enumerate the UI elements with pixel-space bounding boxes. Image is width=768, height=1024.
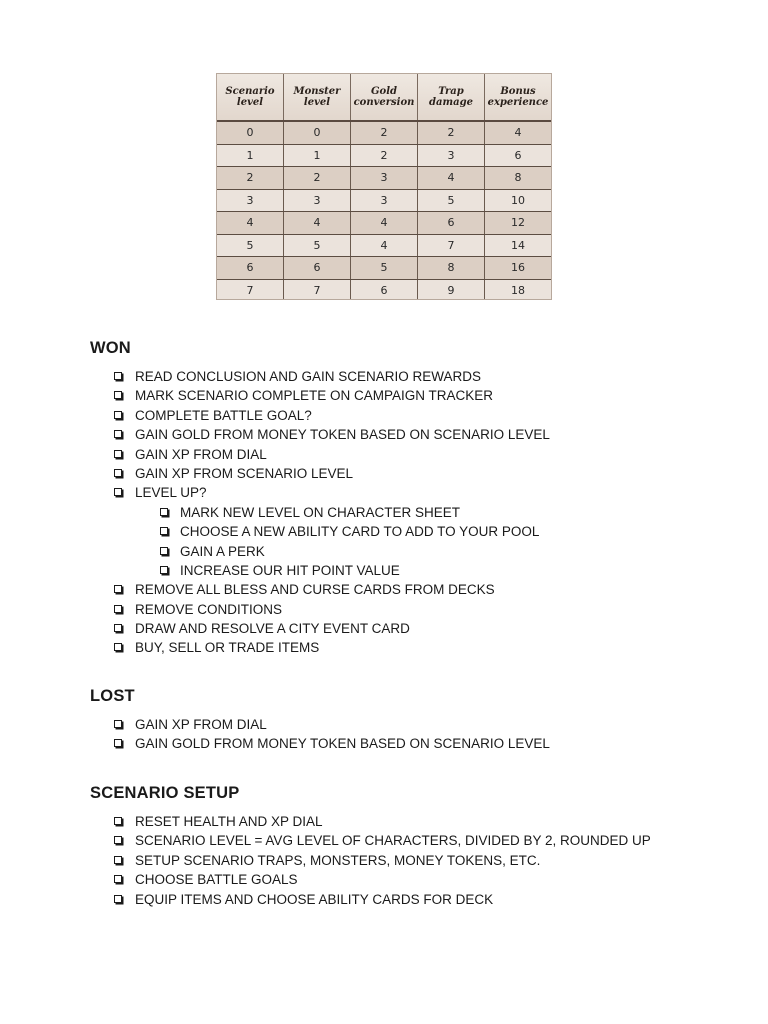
table-header (217, 74, 551, 122)
table-row (217, 212, 551, 235)
table-cell: 4 (284, 212, 351, 234)
checklist-subitem[interactable] (90, 522, 550, 541)
checklist-item[interactable] (90, 851, 651, 870)
checkbox-icon[interactable] (114, 720, 122, 728)
checklist-item-label: GAIN XP FROM SCENARIO LEVEL (135, 465, 354, 481)
checklist-item[interactable] (90, 580, 550, 599)
table-cell: 8 (418, 257, 485, 279)
table-cell: 6 (217, 257, 284, 279)
table-cell: 4 (418, 167, 485, 189)
won-after-checklist (90, 580, 550, 658)
table-cell: 3 (284, 190, 351, 212)
checklist-item-label: MARK NEW LEVEL ON CHARACTER SHEET (180, 504, 461, 520)
table-row (217, 190, 551, 213)
table-row (217, 235, 551, 258)
lost-checklist (90, 715, 550, 754)
checkbox-icon[interactable] (114, 411, 122, 419)
table-cell: 4 (351, 212, 418, 234)
won-checklist (90, 367, 550, 503)
checklist-item-label: REMOVE ALL BLESS AND CURSE CARDS FROM DECKS (135, 582, 495, 598)
checkbox-icon[interactable] (114, 624, 122, 632)
checklist-item[interactable] (90, 445, 550, 464)
checkbox-icon[interactable] (114, 430, 122, 438)
setup-section (90, 783, 651, 909)
checklist-item-label: GAIN A PERK (180, 543, 265, 559)
checkbox-icon[interactable] (114, 469, 122, 477)
setup-heading: SCENARIO SETUP (90, 784, 240, 802)
checklist-item-label: SCENARIO LEVEL = AVG LEVEL OF CHARACTERS, DIVIDED BY 2, ROUNDED UP (135, 833, 651, 849)
table-cell: 12 (511, 216, 525, 230)
table-cell: 7 (418, 235, 485, 257)
checkbox-icon[interactable] (160, 527, 168, 535)
checklist-item-label: CHOOSE BATTLE GOALS (135, 872, 298, 888)
checklist-item-label: MARK SCENARIO COMPLETE ON CAMPAIGN TRACKER (135, 388, 494, 404)
table-cell: 8 (514, 171, 522, 185)
checklist-item[interactable] (90, 715, 550, 734)
lost-heading: LOST (90, 687, 135, 705)
checklist-item-label: CHOOSE A NEW ABILITY CARD TO ADD TO YOUR POOL (180, 524, 540, 540)
checkbox-icon[interactable] (114, 817, 122, 825)
checkbox-icon[interactable] (114, 895, 122, 903)
checklist-item[interactable] (90, 367, 550, 386)
table-cell: 1 (284, 145, 351, 167)
table-cell: 7 (284, 280, 351, 301)
checklist-item[interactable] (90, 464, 550, 483)
table-cell: 3 (217, 190, 284, 212)
table-cell: 3 (351, 190, 418, 212)
checklist-item[interactable] (90, 812, 651, 831)
table-cell: 3 (418, 145, 485, 167)
checklist-item-label: BUY, SELL OR TRADE ITEMS (135, 640, 320, 656)
checkbox-icon[interactable] (114, 643, 122, 651)
checkbox-icon[interactable] (114, 372, 122, 380)
checkbox-icon[interactable] (114, 739, 122, 747)
setup-checklist (90, 812, 651, 909)
checklist-item-label: DRAW AND RESOLVE A CITY EVENT CARD (135, 621, 410, 637)
checklist-item-label: INCREASE OUR HIT POINT VALUE (180, 562, 400, 578)
checklist-subitem[interactable] (90, 561, 550, 580)
table-body (217, 122, 551, 300)
checkbox-icon[interactable] (114, 875, 122, 883)
checklist-item[interactable] (90, 619, 550, 638)
checkbox-icon[interactable] (114, 856, 122, 864)
table-cell: 2 (284, 167, 351, 189)
scenario-level-table (216, 73, 552, 300)
checkbox-icon[interactable] (114, 391, 122, 399)
table-cell: 0 (284, 122, 351, 144)
table-cell: 10 (511, 193, 525, 207)
table-cell: 4 (514, 126, 522, 140)
table-cell: 5 (351, 257, 418, 279)
table-row (217, 145, 551, 168)
checklist-item-label: GAIN XP FROM DIAL (135, 717, 267, 732)
table-cell: 2 (217, 167, 284, 189)
table-cell: 2 (351, 145, 418, 167)
table-cell: 6 (418, 212, 485, 234)
table-cell: 4 (217, 212, 284, 234)
table-row (217, 167, 551, 190)
won-heading: WON (90, 339, 131, 357)
table-cell: 2 (351, 122, 418, 144)
header-monster-level: Monster level (284, 74, 351, 120)
table-cell: 6 (514, 148, 522, 162)
table-cell: 2 (418, 122, 485, 144)
checkbox-icon[interactable] (160, 547, 168, 555)
checklist-item[interactable] (90, 386, 550, 405)
level-up-checklist (90, 503, 550, 581)
checkbox-icon[interactable] (114, 450, 122, 458)
checklist-item[interactable] (90, 734, 550, 753)
checklist-item[interactable] (90, 425, 550, 444)
checklist-subitem[interactable] (90, 503, 550, 522)
checklist-item-label: GAIN XP FROM DIAL (135, 446, 267, 462)
checklist-item-label: COMPLETE BATTLE GOAL? (135, 407, 312, 423)
table-cell: 9 (418, 280, 485, 301)
table-cell: 16 (511, 261, 525, 275)
checklist-item-label: REMOVE CONDITIONS (135, 601, 283, 617)
checklist-item[interactable] (90, 638, 550, 657)
checkbox-icon[interactable] (114, 605, 122, 613)
header-trap-damage: Trap damage (418, 74, 485, 120)
checkbox-icon[interactable] (114, 488, 122, 496)
won-section (90, 338, 550, 658)
table-row (217, 122, 551, 145)
checkbox-icon[interactable] (160, 508, 168, 516)
checklist-item-label: SETUP SCENARIO TRAPS, MONSTERS, MONEY TOKENS, ETC. (135, 852, 541, 868)
table-cell: 1 (217, 145, 284, 167)
table-cell: 4 (351, 235, 418, 257)
checklist-item[interactable] (90, 600, 550, 619)
table-cell: 7 (217, 280, 284, 301)
table-cell: 5 (217, 235, 284, 257)
header-bonus-experience: Bonus experience (487, 86, 549, 108)
table-cell: 14 (511, 238, 525, 252)
checklist-item-label: RESET HEALTH AND XP DIAL (135, 814, 323, 829)
checklist-item-label: GAIN GOLD FROM MONEY TOKEN BASED ON SCENARIO LEVEL (135, 736, 550, 752)
lost-section (90, 686, 550, 754)
checklist-item[interactable] (90, 406, 550, 425)
table-cell: 3 (351, 167, 418, 189)
checkbox-icon[interactable] (114, 836, 122, 844)
header-scenario-level: Scenario level (217, 74, 284, 120)
checklist-item[interactable] (90, 890, 651, 909)
checklist-item-label: LEVEL UP? (135, 485, 207, 501)
checklist-item-label: GAIN GOLD FROM MONEY TOKEN BASED ON SCENARIO LEVEL (135, 427, 550, 443)
checklist-subitem[interactable] (90, 542, 550, 561)
table-cell: 5 (284, 235, 351, 257)
checklist-item-label: READ CONCLUSION AND GAIN SCENARIO REWARDS (135, 369, 482, 384)
checklist-item[interactable] (90, 831, 651, 850)
checklist-item[interactable] (90, 870, 651, 889)
table-cell: 6 (284, 257, 351, 279)
header-gold-conversion: Gold conversion (351, 74, 418, 120)
checklist-item[interactable] (90, 483, 550, 502)
table-cell: 18 (511, 283, 525, 297)
table-cell: 5 (418, 190, 485, 212)
table-row (217, 280, 551, 301)
checkbox-icon[interactable] (160, 566, 168, 574)
checklist-item-label: EQUIP ITEMS AND CHOOSE ABILITY CARDS FOR DECK (135, 891, 494, 907)
table-cell: 0 (217, 122, 284, 144)
table-row (217, 257, 551, 280)
table-cell: 6 (351, 280, 418, 301)
checkbox-icon[interactable] (114, 585, 122, 593)
